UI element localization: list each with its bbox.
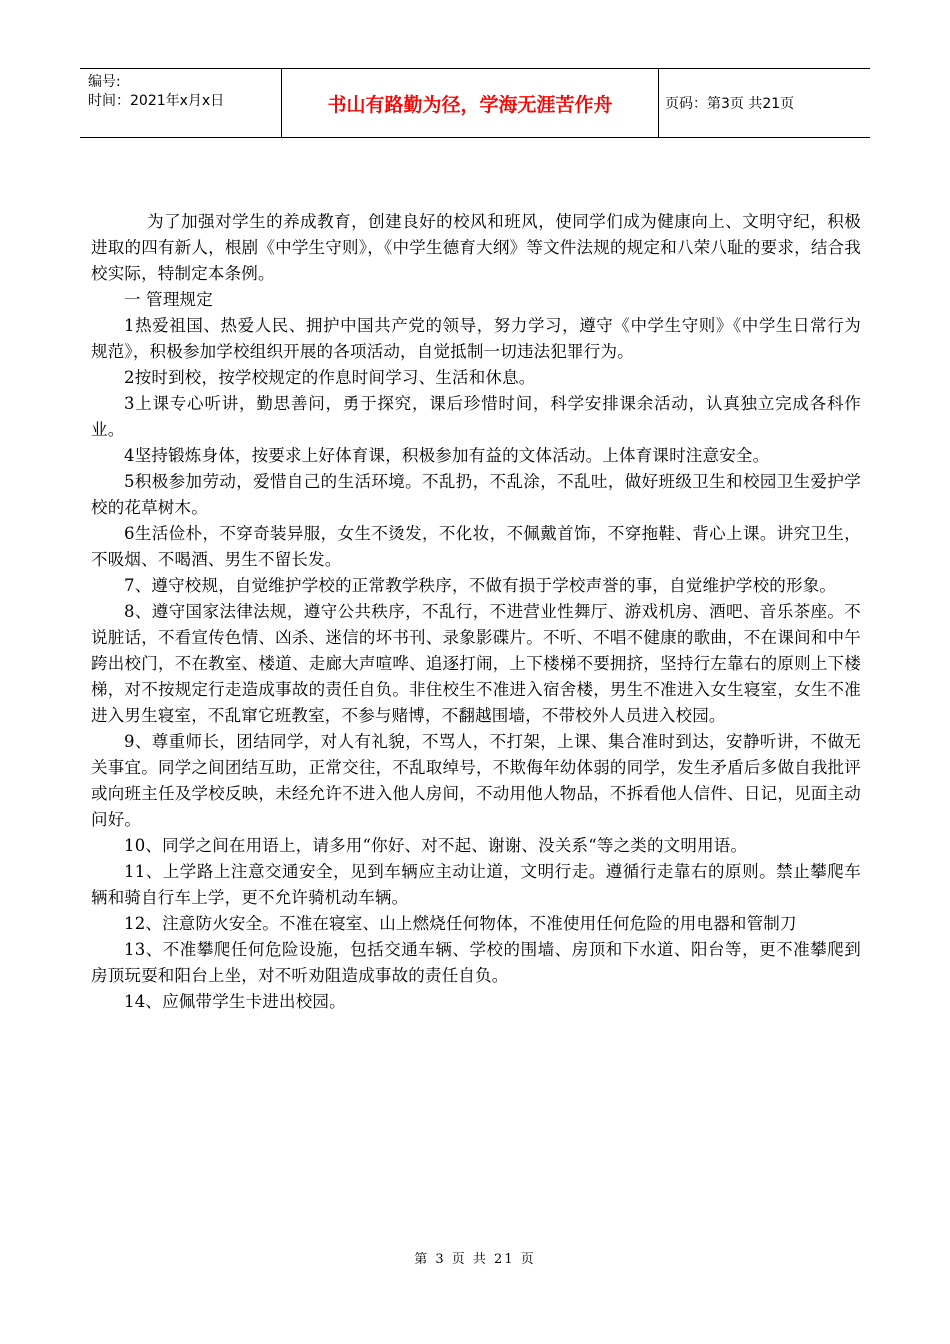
- time-label: 时间：2021年x月x日: [88, 93, 225, 109]
- rule-item: 14、应佩带学生卡进出校园。: [124, 992, 346, 1011]
- rule-item: 13、不准攀爬任何危险设施，包括交通车辆、学校的围墙、房顶和下水道、阳台等，更不准攀爬到房顶玩耍和阳台上坐，对不听劝阻造成事故的责任自负。: [91, 940, 861, 985]
- header-meta: [80, 69, 282, 137]
- rule-item: 8、遵守国家法律法规，遵守公共秩序，不乱行，不进营业性舞厅、游戏机房、酒吧、音乐茶座。不说脏话，不看宣传色情、凶杀、迷信的坏书刊、录象影碟片。不听、不唱不健康的歌曲，不在课间和中午跨出校门，不在教室、楼道、走廊大声喧哗、追逐打闹，上下楼梯不要拥挤，坚持行左靠右的原则上下楼梯，对不按规定行走造成事故的责任自负。非住校生不准进入宿舍楼，男生不准进入女生寝室，女生不准进入男生寝室，不乱窜它班教室，不参与赌博，不翻越围墙，不带校外人员进入校园。: [91, 602, 861, 725]
- rule-item: 11、上学路上注意交通安全，见到车辆应主动让道，文明行走。遵循行走靠右的原则。禁止攀爬车辆和骑自行车上学，更不允许骑机动车辆。: [91, 862, 861, 907]
- document-header: [80, 68, 870, 138]
- rule-item: 2按时到校，按学校规定的作息时间学习、生活和休息。: [124, 368, 536, 387]
- rule-item: 7、遵守校规，自觉维护学校的正常教学秩序，不做有损于学校声誉的事，自觉维护学校的形象。: [124, 576, 837, 595]
- rule-item: 4坚持锻炼身体，按要求上好体育课，积极参加有益的文体活动。上体育课时注意安全。: [124, 446, 770, 465]
- rule-item: 10、同学之间在用语上，请多用“你好、对不起、谢谢、没关系“等之类的文明用语。: [124, 836, 748, 855]
- header-motto: 书山有路勤为径，学海无涯苦作舟: [282, 69, 659, 137]
- section-heading: 一 管理规定: [124, 290, 213, 309]
- rule-item: 5积极参加劳动，爱惜自己的生活环境。不乱扔，不乱涂，不乱吐，做好班级卫生和校园卫生爱护学校的花草树木。: [91, 472, 861, 517]
- header-page-label: 页码：第3页 共21页: [665, 96, 795, 112]
- document-body: [91, 209, 861, 1015]
- rule-item: 6生活俭朴，不穿奇装异服，女生不烫发，不化妆，不佩戴首饰，不穿拖鞋、背心上课。讲究卫生，不吸烟、不喝酒、男生不留长发。: [91, 524, 861, 569]
- rule-item: 1热爱祖国、热爱人民、拥护中国共产党的领导，努力学习，遵守《中学生守则》《中学生日常行为规范》，积极参加学校组织开展的各项活动，自觉抵制一切违法犯罪行为。: [91, 316, 861, 361]
- intro-paragraph: 为了加强对学生的养成教育，创建良好的校风和班风，使同学们成为健康向上、文明守纪，积极进取的四有新人，根剧《中学生守则》，《中学生德育大纲》等文件法规的规定和八荣八耻的要求，结合我校实际，特制定本条例。: [91, 212, 861, 283]
- page-footer: 第 3 页 共 21 页: [414, 1252, 536, 1267]
- rule-item: 3上课专心听讲，勤思善问，勇于探究，课后珍惜时间，科学安排课余活动，认真独立完成各科作业。: [91, 394, 861, 439]
- rule-item: 12、注意防火安全。不准在寝室、山上燃烧任何物体，不准使用任何危险的用电器和管制刀: [124, 914, 797, 933]
- rule-item: 9、尊重师长，团结同学，对人有礼貌，不骂人，不打架，上课、集合准时到达，安静听讲，不做无关事宜。同学之间团结互助，正常交往，不乱取绰号，不欺侮年幼体弱的同学，发生矛盾后多做自我批评或向班主任及学校反映，未经允许不进入他人房间，不动用他人物品，不拆看他人信件、日记，见面主动问好。: [91, 732, 861, 829]
- number-label: 编号:: [88, 74, 121, 90]
